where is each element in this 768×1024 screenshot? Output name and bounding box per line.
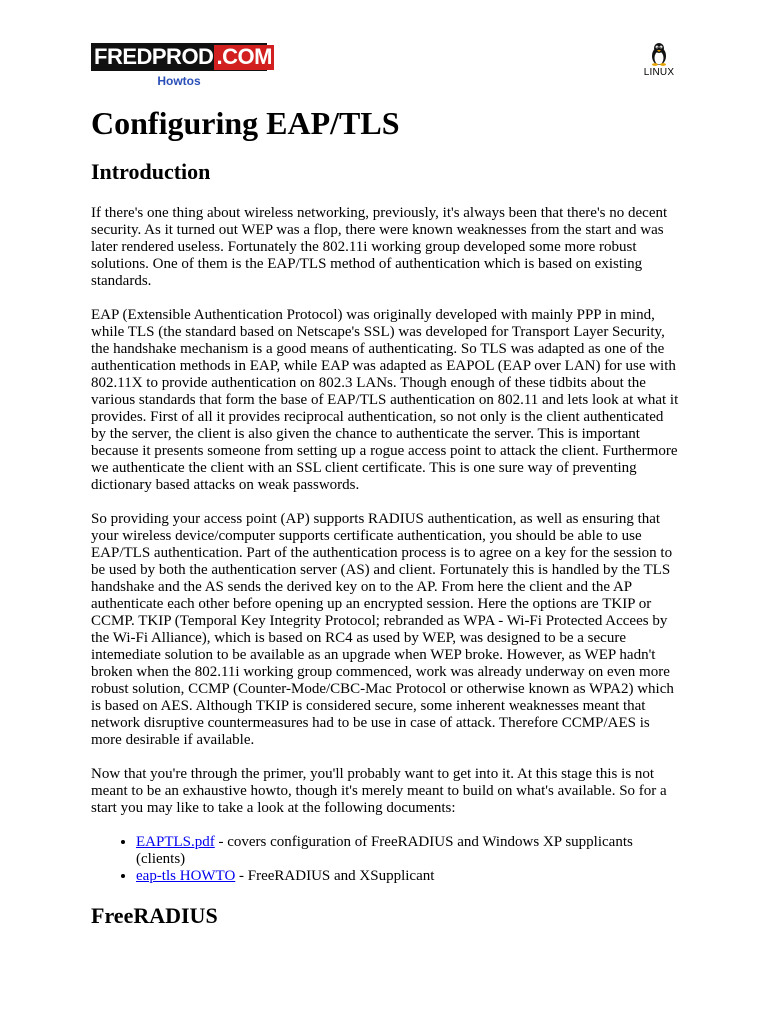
freeradius-heading: FreeRADIUS	[91, 903, 218, 928]
eaptls-pdf-link[interactable]: EAPTLS.pdf	[136, 834, 215, 850]
fredprod-logo[interactable]	[91, 43, 272, 88]
logo-main-text: FREDPROD	[94, 44, 214, 69]
logo-subtitle: Howtos	[157, 74, 201, 88]
paragraph-3: So providing your access point (AP) supports RADIUS authentication, as well as ensuring that your wireless device/computer supports certificate authentication, you should be able to use EAP/TLS authentication. Part of the authentication process is to agree on a key for the session to be used by both the authentication server (AS) and client. Fortunately this is handled by the TLS handshake and the AS sends the derived key on to the AP. From here the client and the AP authenticate each other before opening up an encrypted session. Here the options are TKIP or CCMP. TKIP (Temporal Key Integrity Protocol; rebranded as WPA - Wi-Fi Protected Accees by the Wi-Fi Alliance), which is based on RC4 as used by WEP, was designed to be a secure intemediate solution to be available as an upgrade when WEP broke. However, as WEP hadn't broken when the 802.11i working group commenced, work was already underway on even more robust solution, CCMP (Counter-Mode/CBC-Mac Protocol or otherwise known as WPA2) which is based on AES. Although TKIP is considered secure, some inherent weaknesses meant that network disruptive countermeasures had to be use in case of attack. Therefore CCMP/AES is more desirable if available.	[91, 511, 674, 748]
page-header	[91, 40, 681, 90]
paragraph-4: Now that you're through the primer, you'll probably want to get into it. At this stage this is not meant to be an exhaustive howto, though it's merely meant to build on what's available. So for a start you may like to take a look at the following documents:	[91, 766, 667, 816]
paragraph-2: EAP (Extensible Authentication Protocol) was originally developed with mainly PPP in mind, while TLS (the standard based on Netscape's SSL) was developed for Transport Layer Security, the handshake mechanism is a good means of authenticating. So TLS was adapted as one of the authentication methods in EAP, while EAP was adapted as EAPOL (EAP over LAN) for use with 802.11X to provide authentication on 802.3 LANs. Though enough of these tidbits about the various standards that form the base of EAP/TLS authentication on 802.11 and lets look at what it provides. First of all it provides reciprocal authentication, so not only is the client authenticated by the server, the client is also given the chance to authenticate the server. This is important because it presents someone from setting up a rogue access point to attack the client. Furthermore we authenticate the client with an SSL client certificate. This is one sure way of preventing dictionary based attacks on weak passwords.	[91, 307, 679, 493]
linux-badge	[637, 42, 681, 78]
document-page	[91, 40, 681, 929]
link-description: - covers configuration of FreeRADIUS and Windows XP supplicants (clients)	[136, 834, 633, 867]
tux-penguin-icon	[649, 42, 669, 66]
page-title: Configuring EAP/TLS	[91, 105, 400, 141]
eap-tls-howto-link[interactable]: eap-tls HOWTO	[136, 868, 236, 884]
paragraph-1: If there's one thing about wireless networking, previously, it's always been that there's no decent security. As it turned out WEP was a flop, there were known weaknesses from the start and was later rendered useless. Fortunately the 802.11i working group developed some more robust solutions. One of them is the EAP/TLS method of authentication which is based on existing standards.	[91, 205, 668, 289]
introduction-heading: Introduction	[91, 159, 211, 184]
logo-accent-text: .COM	[216, 43, 272, 69]
linux-label: LINUX	[643, 67, 675, 78]
logo-wordmark	[91, 43, 272, 71]
document-links-list	[91, 834, 681, 885]
list-item	[136, 834, 681, 868]
link-description: - FreeRADIUS and XSupplicant	[235, 868, 435, 884]
list-item	[136, 868, 681, 885]
